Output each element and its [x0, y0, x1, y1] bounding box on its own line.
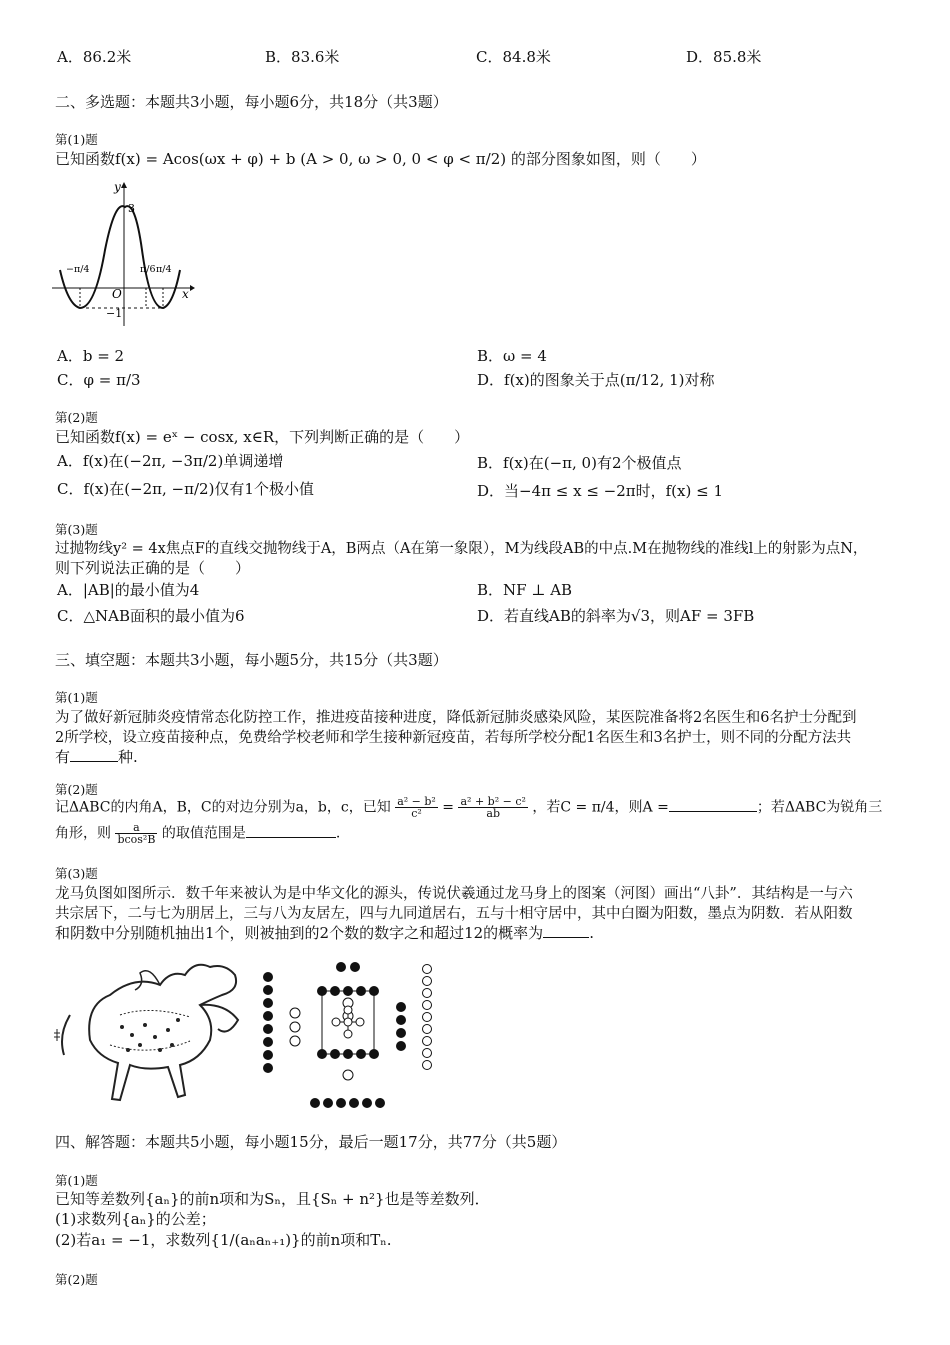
question-line-2: 角形，则 $\frac{a}{\text{bcos²B}}$ 的取值范围是 . [55, 821, 341, 846]
prev-option-b: B．83.6米 [265, 48, 340, 66]
black-dots-top [336, 962, 360, 972]
black-dots-right [396, 1002, 406, 1051]
text-segment: 记ΔABC的内角A，B，C的对边分别为a，b，c，已知 [55, 799, 391, 816]
graph-max-label: 3 [128, 202, 135, 215]
denominator: c² [411, 807, 422, 820]
question-line-3 [55, 746, 138, 767]
prev-option-c: C．84.8米 [476, 48, 551, 66]
question-part-1: (1)求数列{aₙ}的公差； [55, 1210, 216, 1228]
text-segment: 的取值范围是 [161, 825, 246, 842]
question-stem: 已知函数f(x) = Acos(ωx + φ) + b (A > 0, ω > 0, 0 < φ < π/2) 的部分图象如图，则（ ） [55, 150, 706, 168]
question-line-2: 2所学校，设立疫苗接种点，免费给学校老师和学生接种新冠疫苗，若每所学校分配1名医生和3名护士，则不同的分配方法共 [55, 730, 852, 746]
text-segment: ，若C = π/4，则A = [532, 799, 669, 816]
question-stem-line-1: 过抛物线y² = 4x焦点F的直线交抛物线于A，B两点（A在第一象限），M为线段AB的中点.M在抛物线的准线l上的射影为点N， [55, 541, 868, 557]
text-segment: 角形，则 [55, 825, 111, 842]
fraction [115, 822, 157, 845]
section-heading-solutions: 四、解答题：本题共5小题，每小题15分，最后一题17分，共77分（共5题） [55, 1133, 567, 1151]
numerator: a² + b² − c² [460, 795, 526, 808]
graph-y-label: y [114, 180, 121, 194]
question-line-3 [55, 922, 594, 943]
question-number: 第(3)题 [55, 866, 98, 881]
white-circles-left [290, 1008, 300, 1046]
numerator: a [115, 822, 157, 834]
equals-sign: = [442, 799, 455, 816]
question-number: 第(2)题 [55, 782, 98, 797]
graph-origin: O [112, 287, 122, 301]
text-segment: ；若ΔABC为锐角三 [756, 799, 883, 816]
answer-blank[interactable] [669, 799, 757, 812]
question-number: 第(2)题 [55, 410, 98, 425]
text-segment: 种. [118, 748, 138, 766]
option-b: B．ω = 4 [477, 347, 547, 365]
question-stem: 已知等差数列{aₙ}的前n项和为Sₙ，且{Sₙ + n²}也是等差数列． [55, 1190, 490, 1208]
option-c: C．△NAB面积的最小值为6 [57, 607, 245, 625]
question-number: 第(1)题 [55, 690, 98, 705]
denominator: ab [486, 807, 500, 820]
question-number: 第(1)题 [55, 132, 98, 147]
text-segment: . [589, 924, 594, 942]
option-a: A．f(x)在(−2π, −3π/2)单调递增 [57, 452, 284, 470]
question-line-2: 共宗居下，二与七为朋居上，三与八为友居左，四与九同道居右，五与十相守居中，其中白圈为阳数，墨点为阴数．若从阳数 [55, 906, 853, 922]
answer-blank[interactable] [70, 749, 118, 762]
option-a: A．b = 2 [57, 347, 125, 365]
question-line-1 [55, 796, 882, 819]
graph-tick-3: π/4 [156, 264, 172, 275]
question-number: 第(3)题 [55, 522, 98, 537]
graph-tick-2: π/6 [140, 264, 156, 275]
section-heading-fill-blank: 三、填空题：本题共3小题，每小题5分，共15分（共3题） [55, 651, 448, 669]
option-b: B．f(x)在(−π, 0)有2个极值点 [477, 454, 682, 472]
black-dots-left [263, 972, 273, 1073]
answer-blank[interactable] [246, 825, 336, 838]
dragon-horse-illustration [50, 945, 250, 1110]
option-d: D．若直线AB的斜率为√3，则AF = 3FB [477, 607, 755, 625]
question-line-1: 为了做好新冠肺炎疫情常态化防控工作，推进疫苗接种进度，降低新冠肺炎感染风险，某医院准备将2名医生和6名护士分配到 [55, 710, 857, 726]
fraction [458, 796, 527, 819]
question-stem-line-2: 则下列说法正确的是（ ） [55, 559, 251, 577]
option-d: D．当−4π ≤ x ≤ −2π时，f(x) ≤ 1 [477, 482, 723, 500]
option-c: C．f(x)在(−2π, −π/2)仅有1个极小值 [57, 480, 314, 498]
prev-option-a: A．86.2米 [57, 48, 132, 66]
prev-option-d: D．85.8米 [686, 48, 762, 66]
black-dots-bottom [310, 1098, 385, 1108]
graph-x-label: x [182, 287, 189, 301]
he-tu-diagram [255, 955, 445, 1115]
option-b: B．NF ⊥ AB [477, 581, 573, 599]
text-segment: 有 [55, 748, 71, 766]
answer-blank[interactable] [543, 925, 589, 938]
option-d: D．f(x)的图象关于点(π/12, 1)对称 [477, 371, 715, 389]
section-heading-multiple-choice: 二、多选题：本题共3小题，每小题6分，共18分（共3题） [55, 93, 448, 111]
question-stem: 已知函数f(x) = eˣ − cosx, x∈R，下列判断正确的是（ ） [55, 428, 470, 446]
question-part-2: (2)若a₁ = −1，求数列{1/(aₙaₙ₊₁)}的前n项和Tₙ. [55, 1231, 392, 1249]
question-line-1: 龙马负图如图所示．数千年来被认为是中华文化的源头，传说伏羲通过龙马身上的图案（河图）画出“八卦”．其结构是一与六 [55, 886, 853, 902]
function-graph [50, 180, 195, 330]
denominator: bcos²B [117, 833, 156, 846]
question-number: 第(1)题 [55, 1173, 98, 1188]
graph-tick-1: −π/4 [66, 264, 90, 275]
option-c: C．φ = π/3 [57, 371, 141, 389]
option-a: A．|AB|的最小值为4 [57, 581, 200, 599]
numerator: a² − b² [397, 795, 436, 808]
question-number: 第(2)题 [55, 1272, 98, 1287]
fraction [395, 796, 438, 819]
graph-min-label: −1 [106, 307, 123, 320]
text-segment: 和阴数中分别随机抽出1个，则被抽到的2个数的数字之和超过12的概率为 [55, 924, 544, 942]
center-five [332, 1006, 364, 1038]
white-circles-right [423, 965, 432, 1070]
